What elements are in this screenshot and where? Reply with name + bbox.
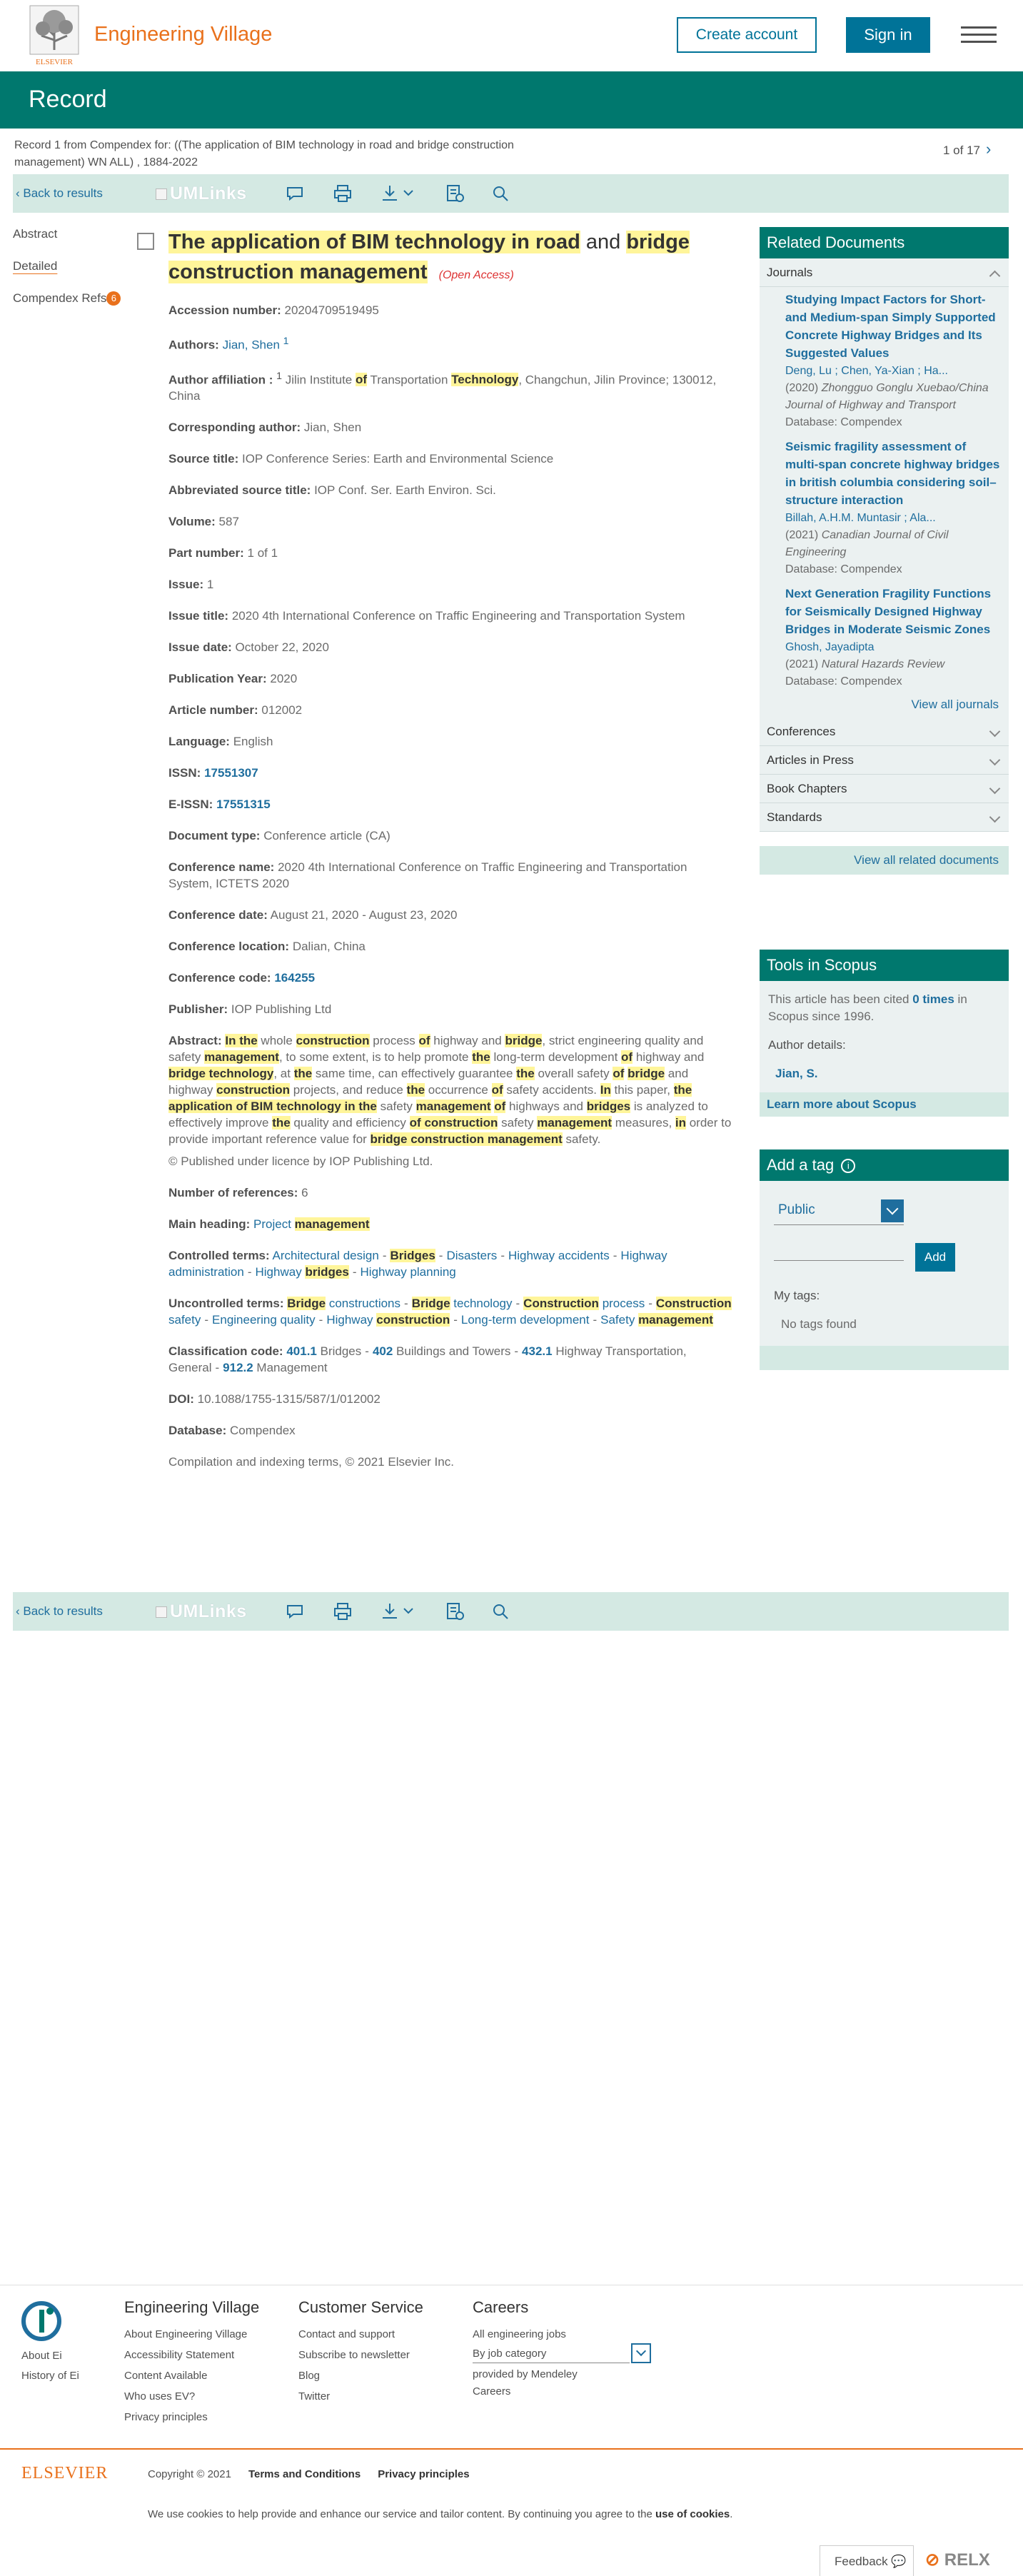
abstract-fragment: highway and [633, 1050, 705, 1065]
database-field: Database: Compendex [168, 1424, 296, 1438]
abstract-fragment: the [272, 1116, 291, 1130]
abstract-fragment: of construction [409, 1116, 498, 1130]
abstract-fragment: the [472, 1050, 490, 1065]
abstract-fragment: of [418, 1034, 430, 1048]
add-tag-title: Add a tag i [760, 1149, 1009, 1181]
accordion-journals[interactable]: Journals [760, 258, 1009, 287]
view-all-related-link[interactable]: View all related documents [854, 853, 999, 867]
term-separator: - [204, 1313, 209, 1327]
add-tag-button[interactable]: Add [915, 1243, 955, 1272]
provided-by-text: provided by Mendeley Careers [473, 2368, 578, 2398]
abstract-fragment: management [537, 1116, 613, 1130]
use-of-cookies-link[interactable]: use of cookies [655, 2508, 730, 2520]
abstract-fragment: quality and efficiency [290, 1116, 410, 1130]
accordion-conferences[interactable]: Conferences [760, 718, 1009, 746]
refs-count-badge: 6 [106, 291, 121, 306]
print-icon[interactable] [332, 1601, 353, 1622]
classification-code-link[interactable]: 402 [372, 1344, 393, 1359]
accordion-articles-in-press[interactable]: Articles in Press [760, 746, 1009, 775]
term-link[interactable]: Highway administration [168, 1249, 667, 1279]
footer-cs-link[interactable]: Twitter [298, 2390, 331, 2403]
abstract-fragment: of [494, 1100, 506, 1114]
history-of-ei-link[interactable]: History of Ei [21, 2370, 79, 2382]
related-doc-journal: Natural Hazards Review [821, 658, 945, 670]
next-record-chevron-icon[interactable]: › [986, 140, 992, 158]
abstract-text [168, 1034, 731, 1146]
download-icon[interactable] [380, 183, 420, 204]
view-all-journals-link[interactable]: View all journals [911, 698, 999, 711]
affiliation-field: Author affiliation : $^1$ Jilin Institute of Transportation Technology, Changchun, Jilin Province; 130012, China [168, 370, 717, 403]
abstract-fragment: bridges [586, 1100, 631, 1114]
abstract-fragment: occurrence [425, 1083, 492, 1097]
related-doc-source [785, 656, 1002, 673]
term-separator: - [404, 1297, 408, 1311]
abstract-field: Abstract: In the whole construction process of highway and bridge, strict engineering quality and safety management, to some extent, is to help promote the long-term development of highway and bridge technology, at the same time, can effectively guarantee the overall safety of bridge and highway construction projects, and reduce the occurrence of safety accidents. In this paper, the application of BIM technology in the safety management of highways and bridges is analyzed to effectively improve the quality and efficiency of construction safety management measures, in order to provide important reference value for bridge construction management safety. [168, 1034, 732, 1147]
footer-ev-column [124, 2297, 259, 2427]
abstract-fragment: is analyzed to effectively improve [168, 1100, 708, 1130]
elsevier-wordmark[interactable]: ELSEVIER [21, 2464, 109, 2482]
term-link[interactable]: Highway bridges [255, 1265, 349, 1279]
abstract-fragment: safety. [562, 1132, 601, 1147]
related-doc-authors[interactable]: Billah, A.H.M. Muntasir ; Ala... [785, 512, 936, 524]
open-access-label: (Open Access) [438, 269, 514, 281]
abstract-fragment: the [516, 1067, 535, 1081]
abstract-fragment: safety [498, 1116, 538, 1130]
related-doc-authors[interactable]: Deng, Lu ; Chen, Ya-Xian ; Ha... [785, 365, 948, 377]
record-detail [168, 227, 732, 1485]
abstract-fragment: the application of BIM technology in the [168, 1083, 692, 1114]
term-separator: - [515, 1297, 520, 1311]
chevron-down-icon [881, 1199, 904, 1222]
related-doc-title-link[interactable]: Studying Impact Factors for Short-and Medium-span Simply Supported Concrete Highway Bridges and Its Suggested Values [785, 293, 996, 360]
footer-cs-link[interactable]: Blog [298, 2370, 321, 2382]
footer-ev-link[interactable]: About Engineering Village [124, 2328, 248, 2340]
term-separator: - [318, 1313, 323, 1327]
classification-name: Management [253, 1361, 328, 1375]
brand-name[interactable]: Engineering Village [94, 23, 273, 46]
chevron-left-icon: ‹ [16, 1604, 24, 1618]
part-number-field: Part number: 1 of 1 [168, 546, 278, 560]
nav-refs-label: Compendex Refs [13, 291, 107, 305]
footer-ev-link[interactable]: Privacy principles [124, 2411, 208, 2423]
term-separator: - [648, 1297, 652, 1311]
tag-panel-footer [760, 1346, 1009, 1370]
term-link[interactable]: Bridge constructions [287, 1297, 401, 1311]
related-doc-source [785, 527, 1002, 561]
related-doc-database: Database: Compendex [785, 416, 902, 428]
related-journals-list [760, 287, 1009, 693]
term-link[interactable]: Engineering quality [212, 1313, 316, 1327]
conference-name-field: Conference name: 2020 4th International Conference on Traffic Engineering and Transportation System, ICTETS 2020 [168, 860, 687, 891]
term-separator: - [500, 1249, 505, 1263]
nav-compendex-refs[interactable] [13, 291, 127, 306]
licence-text: © Published under licence by IOP Publishing Ltd. [168, 1154, 433, 1169]
pager-text: 1 of 17 [943, 144, 980, 157]
download-icon[interactable] [380, 1601, 420, 1622]
classification-code-link[interactable]: 401.1 [286, 1344, 317, 1359]
page-title: Record [29, 86, 107, 113]
term-separator: - [613, 1249, 618, 1263]
create-account-button[interactable]: Create account [677, 17, 817, 53]
publication-year-field: Publication Year: 2020 [168, 672, 298, 686]
footer-careers-column [473, 2297, 630, 2400]
comment-icon[interactable] [284, 1601, 306, 1622]
classification-name: Highway Transportation, General [168, 1344, 687, 1375]
feedback-button[interactable]: Feedback 💬 [820, 2545, 914, 2576]
record-pager [943, 140, 991, 159]
classification-code-link[interactable]: 432.1 [522, 1344, 553, 1359]
affil-text: Jilin Institute [285, 373, 353, 387]
related-doc [760, 287, 1009, 434]
controlled-terms-field: Controlled terms: Architectural design - Bridges - Disasters - Highway accidents - Highway administration - Highway bridges - Highway planning [168, 1249, 667, 1279]
abstract-fragment: overall safety [534, 1067, 613, 1081]
comment-icon[interactable] [284, 183, 306, 204]
abstract-fragment: of [491, 1083, 503, 1097]
footer-careers-title: Careers [473, 2298, 529, 2316]
record-info: Record 1 from Compendex for: ((The application of BIM technology in road and bridge construction management) WN ALL) , 1884-2022 [14, 139, 514, 168]
abstract-fragment: same time, can effectively guarantee [312, 1067, 517, 1081]
footer-ev-title: Engineering Village [124, 2298, 260, 2316]
main-heading-link[interactable]: Project management [253, 1217, 370, 1232]
chevron-down-icon [631, 2343, 651, 2363]
article-number-field: Article number: 012002 [168, 703, 303, 718]
issue-date-field: Issue date: October 22, 2020 [168, 640, 329, 655]
print-icon[interactable] [332, 183, 353, 204]
abstract-fragment: bridge [628, 1067, 665, 1081]
source-title-field: Source title: IOP Conference Series: Earth and Environmental Science [168, 452, 554, 466]
abstract-fragment: safety accidents. [503, 1083, 600, 1097]
scopus-panel [760, 950, 1009, 1117]
top-header [0, 0, 1023, 71]
term-separator: - [593, 1313, 598, 1327]
footer-cs-link[interactable]: Contact and support [298, 2328, 395, 2340]
term-link[interactable]: Construction process [523, 1297, 645, 1311]
abstract-fragment: bridge construction management [370, 1132, 563, 1147]
accordion-book-chapters[interactable]: Book Chapters [760, 775, 1009, 803]
abstract-fragment: , to some extent, is to help promote [278, 1050, 473, 1065]
author-details-label: Author details: [768, 1038, 846, 1052]
term-link[interactable]: Disasters [446, 1249, 498, 1263]
back-label: Back to results [23, 186, 103, 200]
footer-bottom-bar [0, 2448, 1023, 2520]
sign-in-button[interactable]: Sign in [846, 17, 930, 53]
abstract-fragment: the [406, 1083, 425, 1097]
term-link[interactable]: Architectural design [272, 1249, 379, 1263]
term-link[interactable]: Long-term development [460, 1313, 590, 1327]
affil-sup: 1 [276, 370, 282, 382]
abstract-fragment: of [613, 1067, 625, 1081]
search-icon[interactable] [490, 183, 511, 204]
cited-count-link[interactable]: 0 times [912, 992, 954, 1006]
conference-code-link[interactable]: 164255 [274, 971, 316, 985]
abstract-fragment: highway and [430, 1034, 505, 1048]
title-part: bridge construction management [168, 231, 690, 283]
related-doc-journal: Zhongguo Gonglu Xuebao/China Journal of Highway and Transport [785, 382, 989, 411]
abstract-fragment: measures, [612, 1116, 675, 1130]
about-ei-link[interactable]: About Ei [21, 2350, 62, 2362]
back-to-results-link[interactable] [16, 1604, 103, 1619]
umlinks-image[interactable]: UMLinks [156, 1601, 247, 1622]
footer-cs-link[interactable]: Subscribe to newsletter [298, 2349, 410, 2361]
classification-name: Bridges [316, 1344, 362, 1359]
compilation-text: Compilation and indexing terms, © 2021 Elsevier Inc. [168, 1455, 454, 1469]
nav-detailed[interactable]: Detailed [13, 259, 58, 273]
abstract-fragment: management [204, 1050, 279, 1065]
author-sup: 1 [283, 336, 289, 347]
scopus-title: Tools in Scopus [760, 950, 1009, 981]
nav-abstract[interactable]: Abstract [13, 227, 58, 241]
related-doc-authors[interactable]: Ghosh, Jayadipta [785, 641, 875, 653]
related-doc-year: (2021) [785, 529, 822, 541]
accordion-standards[interactable]: Standards [760, 803, 1009, 832]
issue-field: Issue: 1 [168, 578, 214, 592]
author-link[interactable]: Jian, Shen [222, 338, 280, 352]
term-separator: - [453, 1313, 458, 1327]
relx-logo[interactable]: ⊘ RELX [925, 2550, 990, 2570]
cited-text: This article has been cited 0 times in Scopus since 1996. [768, 992, 967, 1023]
abstract-fragment: the [293, 1067, 313, 1081]
my-tags-label: My tags: [774, 1289, 820, 1302]
scopus-author-link[interactable]: Jian, S. [775, 1067, 818, 1080]
footer-ev-link[interactable]: Accessibility Statement [124, 2349, 235, 2361]
back-label: Back to results [23, 1604, 103, 1618]
record-toolbar-bottom [13, 1592, 1009, 1631]
term-separator: - [382, 1249, 387, 1263]
privacy-link[interactable]: Privacy principles [378, 2468, 470, 2480]
term-separator: - [215, 1361, 220, 1375]
uncontrolled-terms-field: Uncontrolled terms: Bridge constructions - Bridge technology - Construction process - Construction safety - Engineering quality - Highway construction - Long-term development - Safety management [168, 1297, 732, 1327]
abstract-fragment: In [600, 1083, 611, 1097]
term-link[interactable]: Highway planning [360, 1265, 456, 1279]
issue-title-field: Issue title: 2020 4th International Conference on Traffic Engineering and Transportation System [168, 609, 685, 623]
abstract-fragment: management [415, 1100, 491, 1114]
tag-visibility-select[interactable]: Public [774, 1197, 904, 1225]
abstract-fragment: and highway [168, 1067, 689, 1097]
term-separator: - [352, 1265, 357, 1279]
tag-input[interactable] [774, 1234, 904, 1261]
umlinks-image[interactable]: UMLinks [156, 183, 247, 204]
term-separator: - [438, 1249, 443, 1263]
abstract-fragment: in [675, 1116, 686, 1130]
authors-field: Authors: Jian, Shen $^1$ [168, 336, 289, 352]
footer-cs-title: Customer Service [298, 2298, 423, 2316]
related-doc-year: (2020) [785, 382, 822, 394]
abstract-fragment: long-term development [490, 1050, 622, 1065]
issn-link[interactable]: 17551307 [204, 766, 258, 780]
document-type-field: Document type: Conference article (CA) [168, 829, 390, 843]
language-field: Language: English [168, 735, 273, 749]
corresponding-author-field: Corresponding author: Jian, Shen [168, 421, 362, 435]
select-record-checkbox[interactable] [137, 233, 154, 250]
abstract-fragment: process [369, 1034, 419, 1048]
term-separator: - [365, 1344, 369, 1359]
conference-location-field: Conference location: Dalian, China [168, 940, 366, 954]
related-doc-source [785, 380, 1002, 414]
number-of-references-field: Number of references: 6 [168, 1186, 308, 1200]
page-footer [0, 2285, 1023, 2576]
elsevier-tree-logo[interactable] [27, 4, 81, 67]
classification-code-field: Classification code: 401.1 Bridges - 402 Buildings and Towers - 432.1 Highway Transportation, General - 912.2 Management [168, 1344, 687, 1375]
accession-field: Accession number: 20204709519495 [168, 303, 379, 317]
conference-date-field: Conference date: August 21, 2020 - August 23, 2020 [168, 908, 458, 922]
abstract-fragment: construction [216, 1083, 291, 1097]
term-link[interactable]: Bridges [390, 1249, 435, 1263]
main-heading-field: Main heading: Project management [168, 1217, 370, 1232]
learn-more-scopus-link[interactable]: Learn more about Scopus [767, 1097, 917, 1111]
abstract-fragment: of [621, 1050, 633, 1065]
abstract-fragment: , at [273, 1067, 294, 1081]
term-link[interactable]: Highway accidents [508, 1249, 610, 1263]
related-doc-database: Database: Compendex [785, 563, 902, 575]
abstract-fragment: order to provide important reference value for [168, 1116, 732, 1147]
cookie-notice: We use cookies to help provide and enhance our service and tailor content. By continuing you agree to the use of cookies. [148, 2508, 733, 2520]
add-tag-panel [760, 1149, 1009, 1370]
term-link[interactable]: Construction safety [168, 1297, 732, 1327]
footer-customer-service-column [298, 2297, 423, 2407]
classification-code-link[interactable]: 912.2 [223, 1361, 253, 1375]
back-to-results-link[interactable] [16, 186, 103, 201]
publisher-field: Publisher: IOP Publishing Ltd [168, 1002, 332, 1017]
search-icon[interactable] [490, 1601, 511, 1622]
page-banner [0, 71, 1023, 129]
footer-ev-link[interactable]: Who uses EV? [124, 2390, 196, 2403]
save-to-folder-icon[interactable] [444, 1601, 465, 1622]
related-documents-title: Related Documents [760, 227, 1009, 258]
related-doc-database: Database: Compendex [785, 675, 902, 688]
save-to-folder-icon[interactable] [444, 183, 465, 204]
all-engineering-jobs-link[interactable]: All engineering jobs [473, 2328, 566, 2340]
abbreviated-source-field: Abbreviated source title: IOP Conf. Ser. Earth Environ. Sci. [168, 483, 496, 498]
eissn-field: E-ISSN: 17551315 [168, 798, 271, 812]
job-category-select[interactable]: By job category [473, 2345, 630, 2363]
record-left-nav [13, 227, 127, 323]
term-link[interactable]: Highway construction [326, 1313, 450, 1327]
title-part: and [585, 231, 621, 253]
related-doc [760, 434, 1009, 581]
related-doc-journal: Canadian Journal of Civil Engineering [785, 529, 949, 558]
ei-logo[interactable] [21, 2301, 61, 2341]
abstract-fragment: bridge [505, 1034, 543, 1048]
abstract-fragment: In the [225, 1034, 258, 1048]
related-doc-title-link[interactable]: Next Generation Fragility Functions for Seismically Designed Highway Bridges in Moderate Seismic Zones [785, 587, 992, 636]
volume-field: Volume: 587 [168, 515, 239, 529]
abstract-fragment: this paper, [610, 1083, 674, 1097]
related-doc-year: (2021) [785, 658, 822, 670]
abstract-fragment: projects, and reduce [290, 1083, 407, 1097]
no-tags-text: No tags found [781, 1317, 857, 1331]
abstract-fragment: , strict engineering quality and safety [168, 1034, 704, 1065]
abstract-fragment: bridge technology [168, 1067, 274, 1081]
article-title [168, 227, 732, 291]
chevron-left-icon: ‹ [16, 186, 24, 200]
copyright-line: Copyright © 2021 Terms and Conditions Privacy principles [148, 2468, 470, 2480]
term-separator: - [514, 1344, 519, 1359]
related-doc-title-link[interactable]: Seismic fragility assessment of multi-span concrete highway bridges in british columbia considering soil–structure interaction [785, 440, 1000, 507]
abstract-fragment: highways and [505, 1100, 587, 1114]
elsevier-logo-text: ELSEVIER [36, 58, 73, 66]
record-toolbar-top [13, 174, 1009, 213]
eissn-link[interactable]: 17551315 [216, 798, 271, 812]
accession-number: 20204709519495 [284, 303, 379, 317]
abstract-fragment: whole [257, 1034, 296, 1048]
issn-field: ISSN: 17551307 [168, 766, 258, 780]
footer-ev-link[interactable]: Content Available [124, 2370, 208, 2382]
term-separator: - [247, 1265, 252, 1279]
related-documents-panel [760, 227, 1009, 875]
term-link[interactable]: Safety management [600, 1313, 713, 1327]
related-sections [760, 718, 1009, 832]
related-doc [760, 581, 1009, 693]
doi-field: DOI: 10.1088/1755-1315/587/1/012002 [168, 1392, 381, 1407]
abstract-fragment: construction [296, 1034, 370, 1048]
classification-name: Buildings and Towers [393, 1344, 511, 1359]
hamburger-menu-icon[interactable] [961, 26, 997, 44]
info-icon[interactable]: i [841, 1159, 855, 1173]
chat-bubble-icon: 💬 [891, 2555, 907, 2568]
title-part: The application of BIM technology in road [168, 231, 580, 253]
terms-link[interactable]: Terms and Conditions [248, 2468, 361, 2480]
conference-code-field: Conference code: 164255 [168, 971, 316, 985]
term-link[interactable]: Bridge technology [411, 1297, 513, 1311]
abstract-fragment: safety [376, 1100, 416, 1114]
